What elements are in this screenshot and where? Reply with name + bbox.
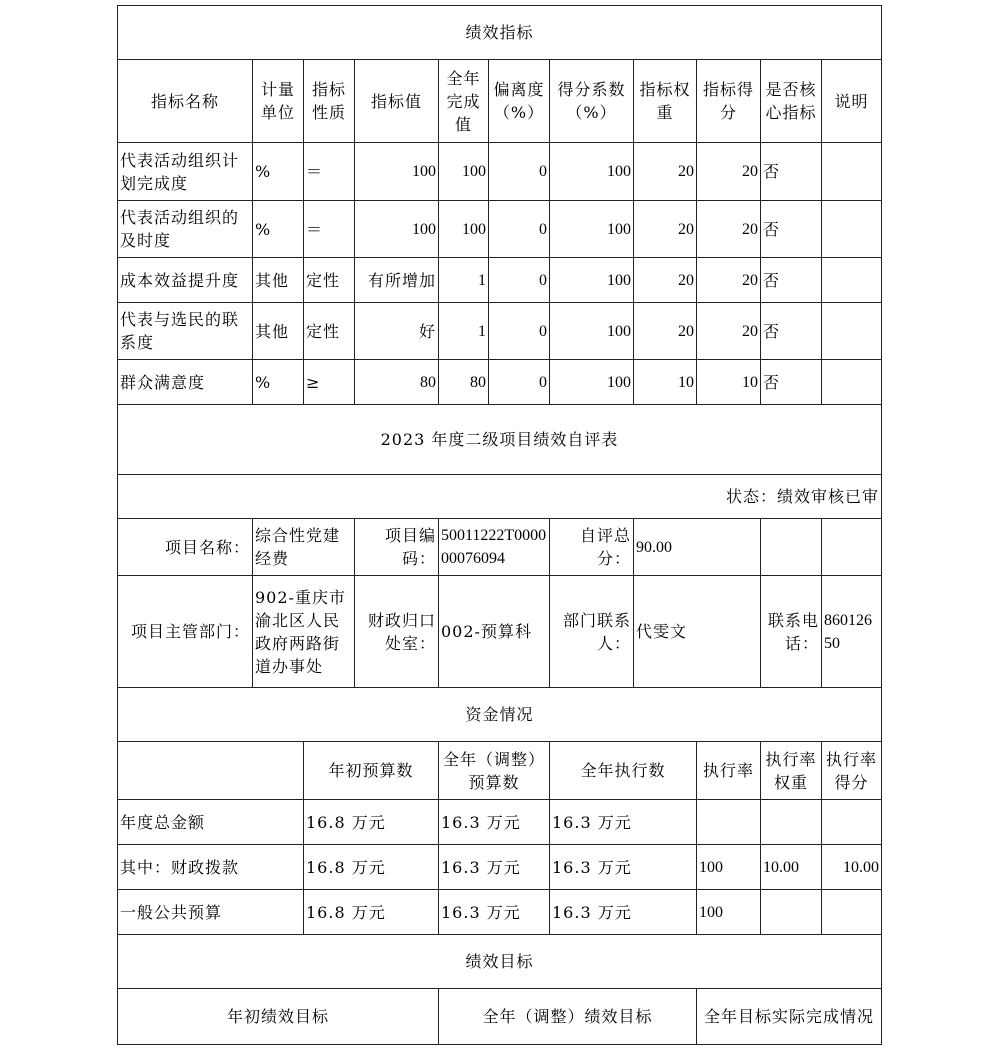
indicator-row [118, 201, 882, 258]
funds-header-blank [118, 742, 304, 800]
funds-rate: 100 [697, 890, 761, 935]
indicators-section-title: 绩效指标 [118, 6, 882, 60]
indicator-nature: 定性 [304, 303, 355, 360]
funds-weight [761, 890, 822, 935]
self-score-label: 自评总分： [550, 519, 634, 576]
indicator-nature: 定性 [304, 258, 355, 303]
finance-office-label: 财政归口处室： [355, 576, 439, 688]
indicator-unit: 其他 [253, 258, 304, 303]
finance-office-value: 002-预算科 [439, 576, 550, 688]
funds-initial: 16.8 万元 [304, 890, 439, 935]
funds-executed: 16.3 万元 [550, 845, 697, 890]
indicator-coef: 100 [550, 258, 634, 303]
indicator-core: 否 [761, 303, 822, 360]
indicator-core: 否 [761, 143, 822, 201]
funds-executed: 16.3 万元 [550, 800, 697, 845]
funds-row [118, 800, 882, 845]
indicator-header-name: 指标名称 [118, 60, 253, 143]
indicator-nature: ≥ [304, 360, 355, 405]
indicator-nature: ＝ [304, 201, 355, 258]
indicator-unit: % [253, 360, 304, 405]
self-score-value: 90.00 [634, 519, 761, 576]
indicator-weight: 20 [634, 143, 697, 201]
funds-adjusted: 16.3 万元 [439, 800, 550, 845]
indicator-header-core: 是否核心指标 [761, 60, 822, 143]
indicator-header-target: 指标值 [355, 60, 439, 143]
indicator-header-score: 指标得分 [697, 60, 761, 143]
indicator-coef: 100 [550, 360, 634, 405]
indicator-target: 好 [355, 303, 439, 360]
indicator-score: 20 [697, 303, 761, 360]
indicator-note [822, 201, 882, 258]
funds-row [118, 845, 882, 890]
funds-header-weight: 执行率权重 [761, 742, 822, 800]
indicator-name: 成本效益提升度 [118, 258, 253, 303]
indicator-weight: 10 [634, 360, 697, 405]
indicator-coef: 100 [550, 303, 634, 360]
indicator-weight: 20 [634, 303, 697, 360]
indicator-name: 代表与选民的联系度 [118, 303, 253, 360]
status-text: 状态：绩效审核已审 [118, 475, 882, 519]
empty-cell [822, 519, 882, 576]
project-code-value: 50011222T000000076094 [439, 519, 550, 576]
goals-header-adjusted: 全年（调整）绩效目标 [439, 989, 697, 1045]
indicator-note [822, 258, 882, 303]
funds-initial: 16.8 万元 [304, 800, 439, 845]
indicator-row [118, 360, 882, 405]
indicator-nature: ＝ [304, 143, 355, 201]
goals-header-initial: 年初绩效目标 [118, 989, 439, 1045]
funds-header-score: 执行率得分 [822, 742, 882, 800]
indicator-target: 有所增加 [355, 258, 439, 303]
indicator-target: 100 [355, 201, 439, 258]
indicator-core: 否 [761, 258, 822, 303]
goals-header-actual: 全年目标实际完成情况 [697, 989, 882, 1045]
indicator-deviation: 0 [489, 201, 550, 258]
indicator-target: 100 [355, 143, 439, 201]
indicator-note [822, 303, 882, 360]
indicator-unit: % [253, 201, 304, 258]
funds-header-rate: 执行率 [697, 742, 761, 800]
indicator-unit: % [253, 143, 304, 201]
indicator-score: 20 [697, 201, 761, 258]
indicator-actual: 80 [439, 360, 489, 405]
indicator-unit: 其他 [253, 303, 304, 360]
indicator-target: 80 [355, 360, 439, 405]
funds-weight [761, 800, 822, 845]
indicator-name: 代表活动组织的及时度 [118, 201, 253, 258]
project-name-value: 综合性党建经费 [253, 519, 355, 576]
funds-row-label: 年度总金额 [118, 800, 304, 845]
indicator-note [822, 360, 882, 405]
project-code-label: 项目编码： [355, 519, 439, 576]
indicator-actual: 1 [439, 303, 489, 360]
indicator-weight: 20 [634, 201, 697, 258]
funds-score [822, 800, 882, 845]
phone-value: 86012650 [822, 576, 882, 688]
indicator-deviation: 0 [489, 303, 550, 360]
indicator-header-deviation: 偏离度（%） [489, 60, 550, 143]
funds-score: 10.00 [822, 845, 882, 890]
goals-section-title: 绩效目标 [118, 935, 882, 989]
funds-weight: 10.00 [761, 845, 822, 890]
indicator-header-unit: 计量单位 [253, 60, 304, 143]
indicator-deviation: 0 [489, 258, 550, 303]
indicator-actual: 100 [439, 143, 489, 201]
phone-label: 联系电话： [761, 576, 822, 688]
indicator-row [118, 258, 882, 303]
indicator-deviation: 0 [489, 360, 550, 405]
funds-section-title: 资金情况 [118, 688, 882, 742]
indicator-score: 20 [697, 143, 761, 201]
indicator-name: 代表活动组织计划完成度 [118, 143, 253, 201]
funds-rate [697, 800, 761, 845]
indicator-score: 20 [697, 258, 761, 303]
funds-row [118, 890, 882, 935]
funds-header-executed: 全年执行数 [550, 742, 697, 800]
performance-self-evaluation-table [117, 5, 882, 1045]
dept-value: 902-重庆市渝北区人民政府两路街道办事处 [253, 576, 355, 688]
indicator-note [822, 143, 882, 201]
indicator-weight: 20 [634, 258, 697, 303]
funds-executed: 16.3 万元 [550, 890, 697, 935]
indicator-core: 否 [761, 201, 822, 258]
funds-initial: 16.8 万元 [304, 845, 439, 890]
funds-row-label: 一般公共预算 [118, 890, 304, 935]
indicator-row [118, 143, 882, 201]
contact-person-label: 部门联系人： [550, 576, 634, 688]
funds-rate: 100 [697, 845, 761, 890]
project-name-label: 项目名称： [118, 519, 253, 576]
funds-header-adjusted: 全年（调整）预算数 [439, 742, 550, 800]
indicator-actual: 100 [439, 201, 489, 258]
indicator-header-note: 说明 [822, 60, 882, 143]
funds-row-label: 其中：财政拨款 [118, 845, 304, 890]
funds-header-initial: 年初预算数 [304, 742, 439, 800]
indicator-header-weight: 指标权重 [634, 60, 697, 143]
indicator-header-actual: 全年完成值 [439, 60, 489, 143]
indicator-name: 群众满意度 [118, 360, 253, 405]
dept-label: 项目主管部门： [118, 576, 253, 688]
funds-adjusted: 16.3 万元 [439, 890, 550, 935]
form-title: 2023 年度二级项目绩效自评表 [118, 405, 882, 475]
funds-adjusted: 16.3 万元 [439, 845, 550, 890]
indicator-score: 10 [697, 360, 761, 405]
contact-person-value: 代雯文 [634, 576, 761, 688]
indicator-actual: 1 [439, 258, 489, 303]
indicator-deviation: 0 [489, 143, 550, 201]
funds-score [822, 890, 882, 935]
indicator-row [118, 303, 882, 360]
indicator-core: 否 [761, 360, 822, 405]
indicator-coef: 100 [550, 201, 634, 258]
empty-cell [761, 519, 822, 576]
indicator-header-coef: 得分系数（%） [550, 60, 634, 143]
indicator-coef: 100 [550, 143, 634, 201]
indicator-header-nature: 指标性质 [304, 60, 355, 143]
